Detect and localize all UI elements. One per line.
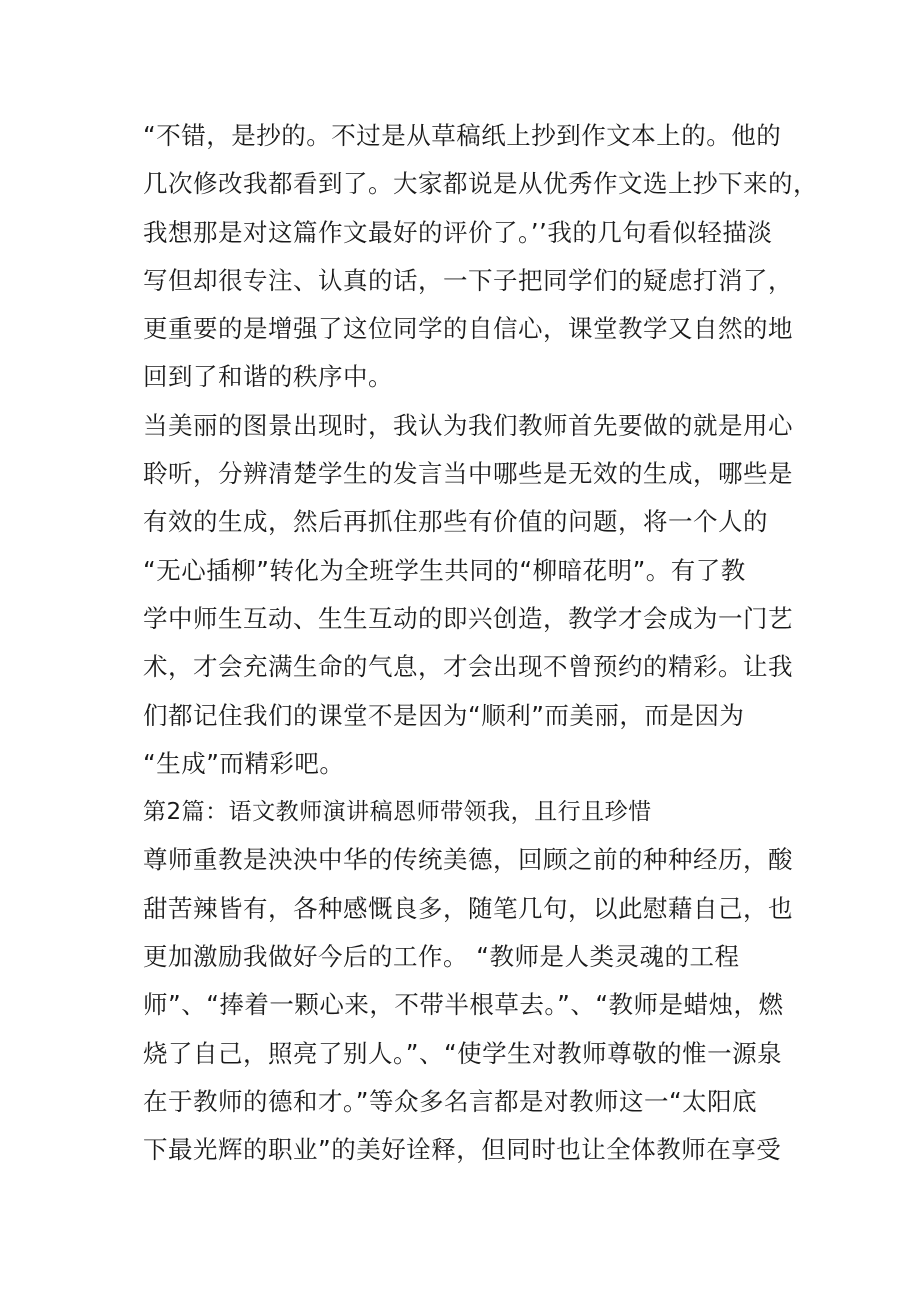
text-line: 当美丽的图景出现时，我认为我们教师首先要做的就是用心 bbox=[143, 410, 793, 440]
text-line: 更重要的是增强了这位同学的自信心，课堂教学又自然的地 bbox=[143, 314, 793, 344]
text-line: 甜苦辣皆有，各种感慨良多，随笔几句，以此慰藉自己，也 bbox=[143, 893, 793, 923]
text-line: 写但却很专注、认真的话，一下子把同学们的疑虑打消了， bbox=[143, 265, 793, 295]
section-heading bbox=[143, 788, 793, 836]
text-line: 尊师重教是泱泱中华的传统美德，回顾之前的种种经历，酸 bbox=[143, 845, 793, 875]
document-body bbox=[143, 112, 818, 1175]
text-line: 回到了和谐的秩序中。 bbox=[143, 362, 393, 392]
text-line: “无心插柳”转化为全班学生共同的“柳暗花明”。有了教 bbox=[143, 555, 746, 585]
text-line: “不错，是抄的。不过是从草稿纸上抄到作文本上的。他的 bbox=[143, 121, 782, 150]
text-line: 更加激励我做好今后的工作。 “教师是人类灵魂的工程 bbox=[143, 942, 740, 972]
text-line: 术，才会充满生命的气息，才会出现不曾预约的精彩。让我 bbox=[143, 652, 793, 682]
text-line: 师”、“捧着一颗心来，不带半根草去。”、“教师是蜡烛，燃 bbox=[143, 990, 784, 1020]
text-line: 烧了自己，照亮了别人。”、“使学生对教师尊敬的惟一源泉 bbox=[143, 1038, 783, 1068]
text-line: 学中师生互动、生生互动的即兴创造，教学才会成为一门艺 bbox=[143, 603, 793, 633]
text-line: 在于教师的德和才。”等众多名言都是对教师这一“太阳底 bbox=[143, 1086, 758, 1116]
paragraph-2 bbox=[143, 402, 793, 788]
text-line: 聆听，分辨清楚学生的发言当中哪些是无效的生成，哪些是 bbox=[143, 459, 793, 489]
paragraph-3 bbox=[143, 836, 793, 1174]
text-line: 几次修改我都看到了。大家都说是从优秀作文选上抄下来的， bbox=[143, 169, 818, 199]
text-line: 我想那是对这篇作文最好的评价了。’’我的几句看似轻描淡 bbox=[143, 217, 773, 247]
text-line: “生成”而精彩吧。 bbox=[143, 748, 345, 778]
paragraph-1 bbox=[143, 112, 818, 402]
text-line: 有效的生成，然后再抓住那些有价值的问题，将一个人的 bbox=[143, 507, 768, 537]
heading-text: 第2篇：语文教师演讲稿恩师带领我，且行且珍惜 bbox=[143, 799, 652, 826]
text-line: 们都记住我们的课堂不是因为“顺利”而美丽，而是因为 bbox=[143, 700, 745, 730]
text-line: 下最光辉的职业”的美好诠释，但同时也让全体教师在享受 bbox=[143, 1135, 782, 1165]
